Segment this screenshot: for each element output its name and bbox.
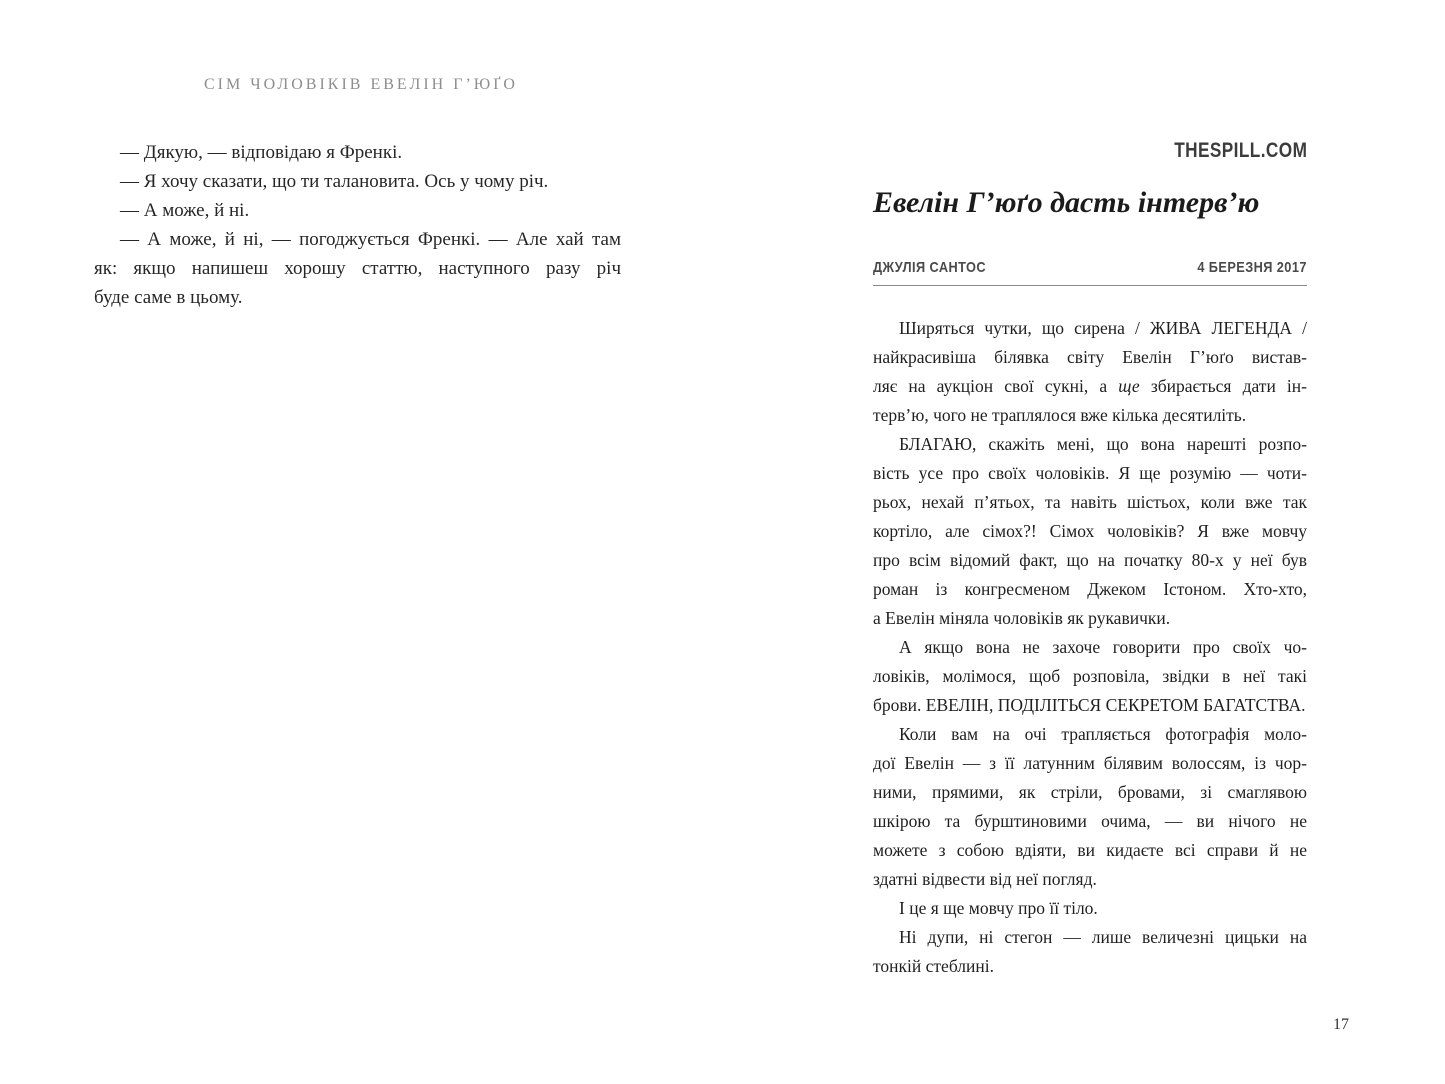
article-line: терв’ю, чого не траплялося вже кілька десятиліть. [873, 405, 1247, 425]
article-line: ними, прямими, як стріли, бровами, зі смаглявою [873, 782, 1307, 802]
article-line: про всім відомий факт, що на початку 80-х у неї був [873, 550, 1307, 570]
article-line: ловіків, молімося, щоб розповіла, звідки в неї такі [873, 666, 1307, 686]
dialogue-line: — Я хочу сказати, що ти талановита. Ось у чому річ. [120, 171, 549, 192]
article-line-segment-italic: ще [1118, 376, 1140, 396]
article-line [873, 372, 1307, 401]
article-line-segment: ляє на аукціон свої сукні, а [873, 376, 1119, 396]
article-line: дої Евелін — з її латунним білявим волоссям, із чор- [873, 753, 1307, 773]
article-line: найкрасивіша білявка світу Евелін Г’юґо вистав- [873, 347, 1307, 367]
article-line-segment: збирається дати ін- [1139, 376, 1307, 396]
article-line: а Евелін міняла чоловіків як рукавички. [873, 608, 1171, 628]
article-line: І це я ще мовчу про її тіло. [899, 898, 1098, 918]
right-page [722, 0, 1445, 1084]
byline-divider [873, 285, 1307, 286]
article-body [873, 314, 1307, 981]
dialogue-line: — А може, й ні, — погоджується Френкі. — Але хай там [120, 229, 621, 250]
left-page-text [94, 138, 621, 312]
article-line: брови. ЕВЕЛІН, ПОДІЛІТЬСЯ СЕКРЕТОМ БАГАТСТВА. [873, 695, 1306, 715]
byline-author: ДЖУЛІЯ САНТОС [873, 259, 986, 276]
byline-date: 4 БЕРЕЗНЯ 2017 [1197, 259, 1307, 276]
article-line: здатні відвести від неї погляд. [873, 869, 1097, 889]
article-line: рьох, нехай п’ятьох, та навіть шістьох, коли вже так [873, 492, 1307, 512]
article-line: БЛАГАЮ, скажіть мені, що вона нарешті розпо- [899, 434, 1307, 454]
article-line: роман із конгресменом Джеком Істоном. Хто-хто, [873, 579, 1307, 599]
article-line: тонкій стеблині. [873, 956, 994, 976]
article-line: Коли вам на очі трапляється фотографія моло- [899, 724, 1307, 744]
article-line: вість усе про своїх чоловіків. Я ще розумію — чоти- [873, 463, 1307, 483]
article-line: А якщо вона не захоче говорити про своїх чо- [899, 637, 1307, 657]
page-number: 17 [1333, 1016, 1349, 1033]
dialogue-line: — А може, й ні. [120, 200, 250, 221]
article-line: можете з собою вдіяти, ви кидаєте всі справи й не [873, 840, 1307, 860]
left-page [0, 0, 722, 1084]
article-title: Евелін Г’юґо дасть інтерв’ю [873, 186, 1260, 219]
article-line: Ні дупи, ні стегон — лише величезні цицьки на [899, 927, 1307, 947]
dialogue-line: буде саме в цьому. [94, 287, 243, 308]
byline-row [873, 259, 1307, 276]
article-line: шкірою та бурштиновими очима, — ви нічого не [873, 811, 1307, 831]
article-line: кортіло, але сімох?! Сімох чоловіків? Я вже мовчу [873, 521, 1307, 541]
site-name-label: THESPILL.COM [1173, 139, 1307, 162]
running-header: СІМ ЧОЛОВІКІВ ЕВЕЛІН Г’ЮҐО [204, 76, 518, 93]
dialogue-line: як: якщо напишеш хорошу статтю, наступного разу річ [94, 258, 621, 279]
dialogue-line: — Дякую, — відповідаю я Френкі. [120, 142, 403, 163]
article-line: Ширяться чутки, що сирена / ЖИВА ЛЕГЕНДА / [899, 318, 1307, 338]
